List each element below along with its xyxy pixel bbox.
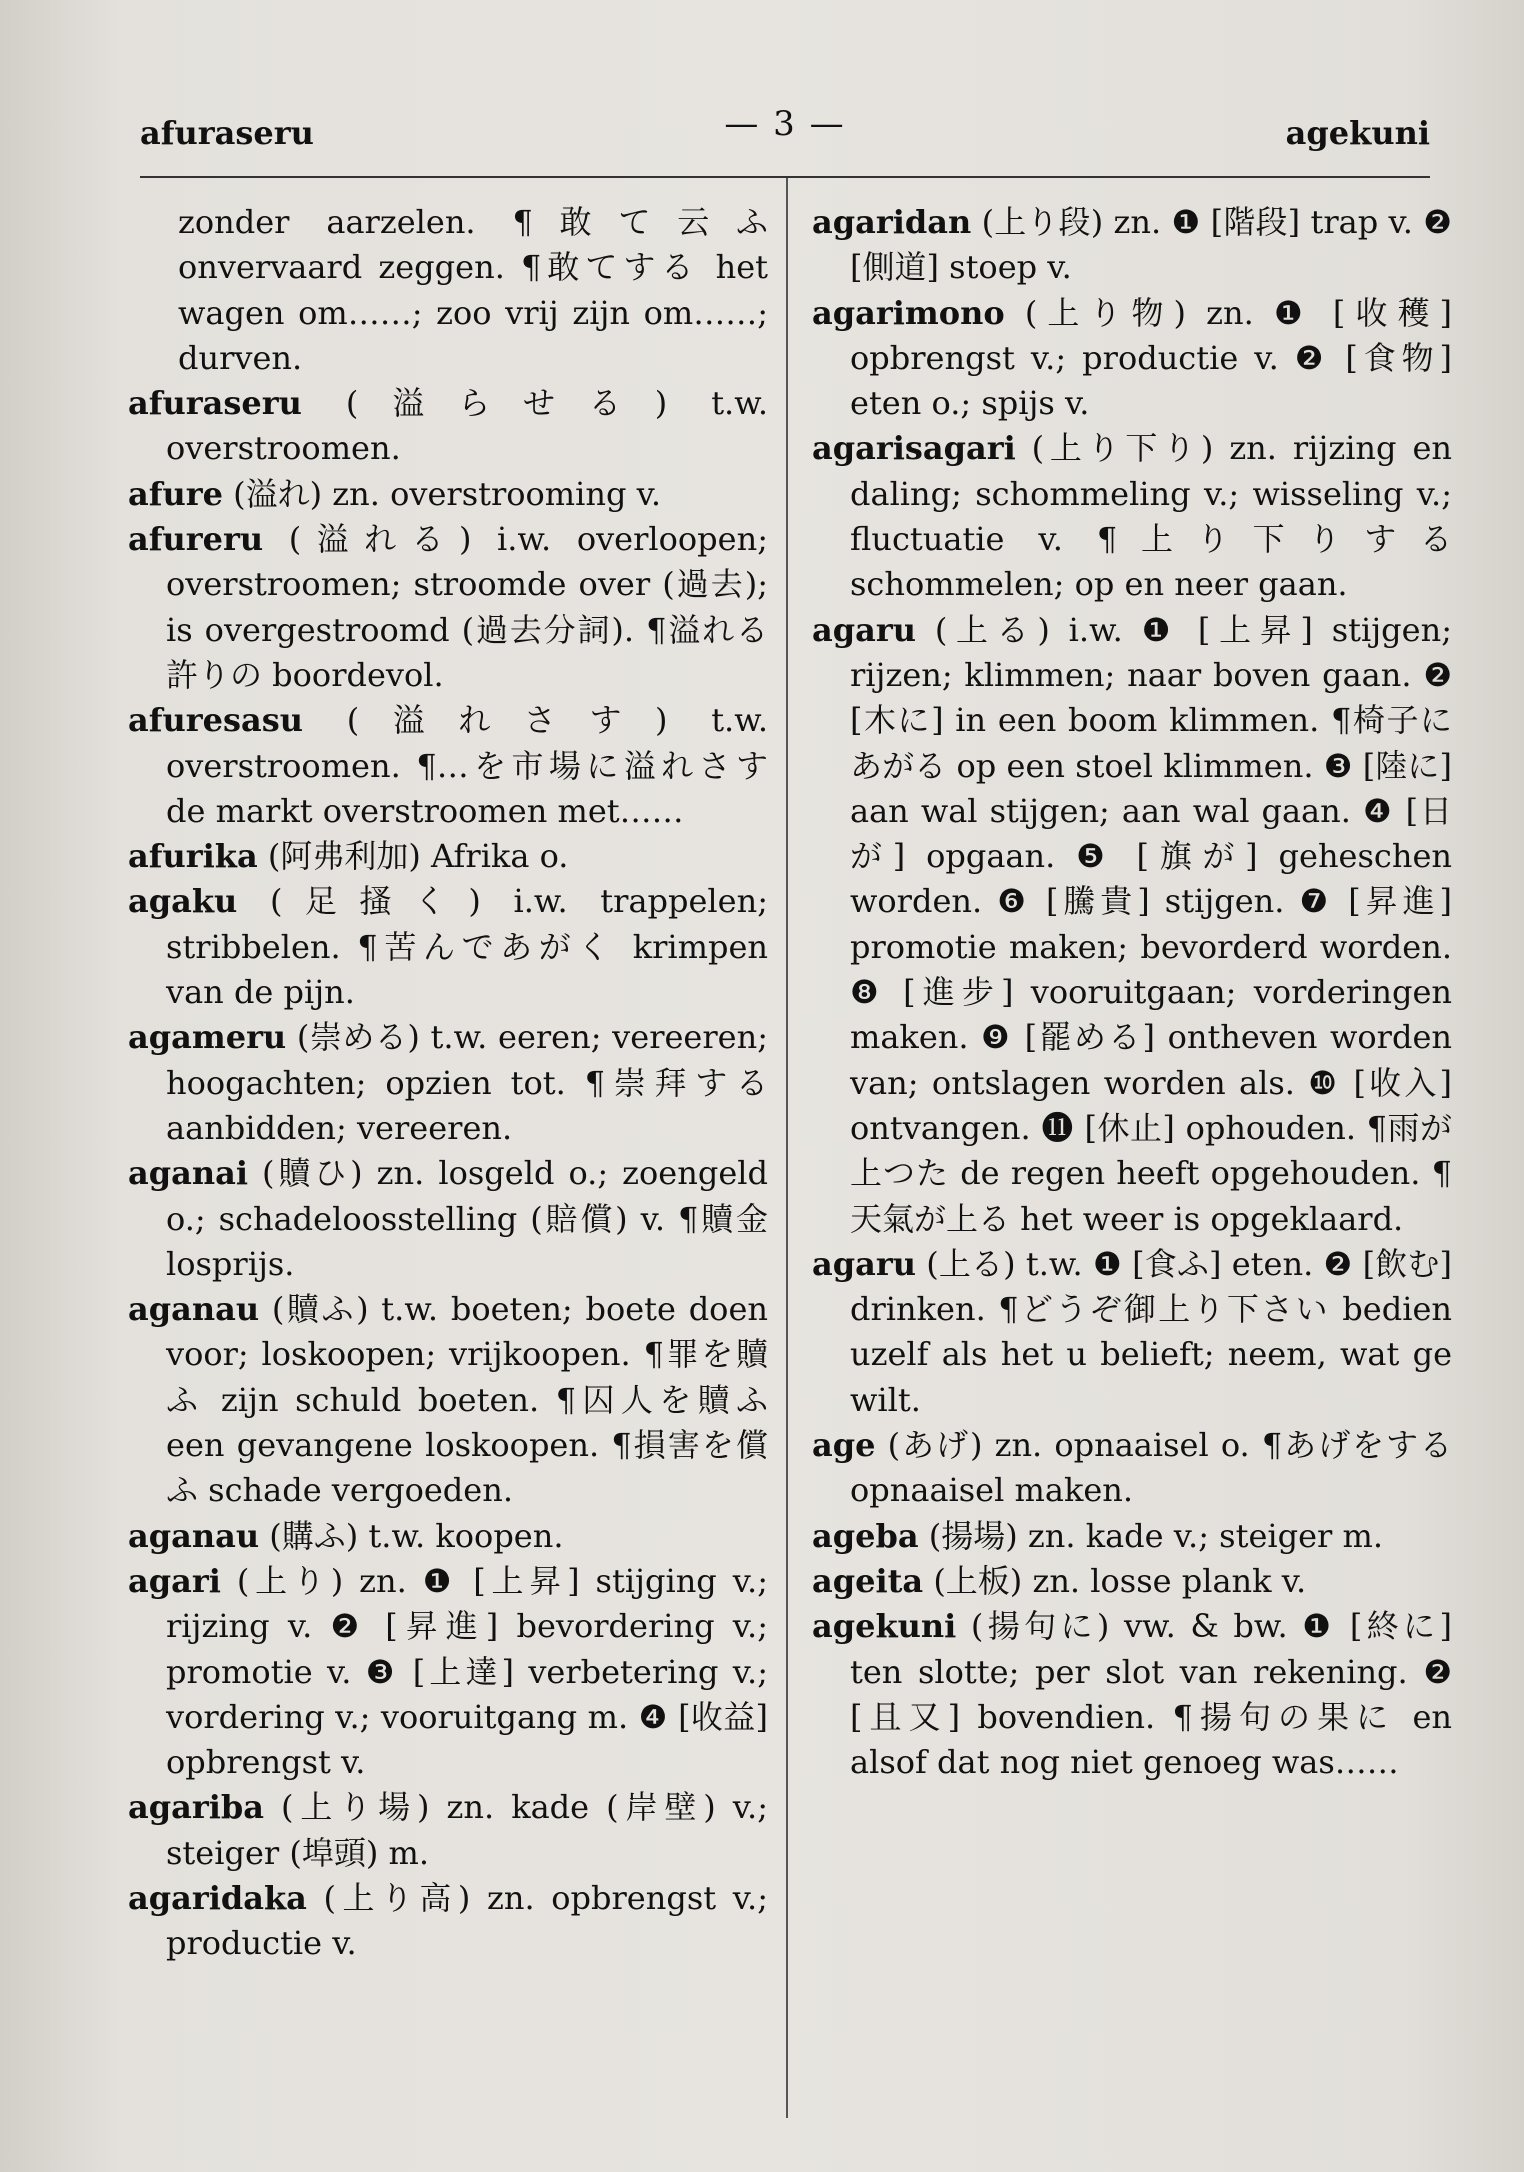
dictionary-entry: [128, 879, 768, 1015]
entry-definition: (溢れ) zn. overstrooming v.: [233, 474, 662, 513]
dictionary-entry: [128, 1015, 768, 1151]
entry-definition: zonder aarzelen. ¶敢て云ふ onvervaard zeggen. ¶敢てする het wagen om……; zoo vrij zijn om……; durven.: [178, 203, 768, 377]
entry-definition: (崇める) t.w. eeren; vereeren; hoogachten; opzien tot. ¶崇拜する aanbidden; vereeren.: [166, 1018, 768, 1147]
dictionary-entry: [812, 291, 1452, 427]
right-running-headword: agekuni: [1285, 114, 1430, 152]
dictionary-entry: [128, 472, 768, 517]
column-divider: [786, 178, 788, 2118]
entry-definition: (揚句に) vw. & bw. ❶ [終に] ten slotte; per slot van rekening. ❷ [且又] bovendien. ¶揚句の果に en alsof dat nog niet genoeg was……: [850, 1607, 1452, 1782]
entry-headword: agari: [128, 1561, 221, 1600]
entry-definition: (揚場) zn. kade v.; steiger m.: [928, 1516, 1384, 1555]
entry-definition: (溢れさす) t.w. overstroomen. ¶…を市場に溢れさす de markt overstroomen met……: [166, 701, 768, 830]
entry-headword: agekuni: [812, 1607, 957, 1646]
entry-definition: (溢れる) i.w. overloopen; overstroomen; stroomde over (過去); is overgestroomd (過去分詞). ¶溢れる許りの boordevol.: [166, 520, 768, 694]
entry-headword: agaku: [128, 882, 238, 921]
dictionary-entry: [128, 517, 768, 698]
entry-headword: age: [812, 1426, 876, 1465]
dictionary-entry: [128, 834, 768, 879]
dictionary-entry: [812, 1423, 1452, 1514]
dictionary-entry: [128, 1514, 768, 1559]
entry-definition: (上る) t.w. ❶ [食ふ] eten. ❷ [飲む] drinken. ¶どうぞ御上り下さい bedien uzelf als het u belieft; neem, wat ge wilt.: [850, 1244, 1452, 1419]
entry-headword: agariba: [128, 1788, 264, 1827]
entry-definition: (贖ふ) t.w. boeten; boete doen voor; loskoopen; vrijkoopen. ¶罪を贖ふ zijn schuld boeten. ¶囚人を贖ふ een gevangene loskoopen. ¶損害を償ふ schade vergoeden.: [166, 1290, 768, 1510]
entry-definition: (上る) i.w. ❶ [上昇] stijgen; rijzen; klimmen; naar boven gaan. ❷ [木に] in een boom klimmen. ¶椅子にあがる op een stoel klimmen. ❸ [陸に] aan wal stijgen; aan wal gaan. ❹ [日が] opgaan. ❺ [旗が] geheschen worden. ❻ [騰貴] stijgen. ❼ [昇進] promotie maken; bevorderd worden. ❽ [進步] vooruitgaan; vorderingen maken. ❾ [罷める] ontheven worden van; ontslagen worden als. ❿ [收入] ontvangen. ⓫ [休止] ophouden. ¶雨が上つた de regen heeft opgehouden. ¶天氣が上る het weer is opgeklaard.: [850, 610, 1452, 1238]
entry-definition: (阿弗利加) Afrika o.: [267, 837, 569, 876]
entry-headword: afureru: [128, 520, 264, 559]
entry-headword: afure: [128, 474, 223, 513]
left-column: [128, 200, 768, 1967]
entry-definition: (上り場) zn. kade (岸壁) v.; steiger (埠頭) m.: [166, 1788, 768, 1872]
right-column: [812, 200, 1452, 1785]
entry-headword: afurika: [128, 837, 258, 876]
entry-headword: ageba: [812, 1516, 919, 1555]
dictionary-entry: [128, 200, 768, 381]
entry-definition: (上り物) zn. ❶ [收穫] opbrengst v.; productie v. ❷ [食物] eten o.; spijs v.: [850, 293, 1452, 423]
entry-definition: (購ふ) t.w. koopen.: [269, 1516, 564, 1555]
entry-headword: agaru: [812, 610, 916, 649]
entry-definition: (贖ひ) zn. losgeld o.; zoengeld o.; schadeloosstelling (賠償) v. ¶贖金 losprijs.: [166, 1154, 768, 1283]
entry-headword: agameru: [128, 1018, 287, 1057]
entry-headword: agaridaka: [128, 1878, 307, 1917]
entry-headword: aganai: [128, 1154, 248, 1193]
entry-definition: (足搔く) i.w. trappelen; stribbelen. ¶苦んであがく krimpen van de pijn.: [166, 882, 768, 1012]
dictionary-entry: [812, 1559, 1452, 1604]
dictionary-entry: [128, 1151, 768, 1287]
page-number: — 3 —: [724, 104, 846, 144]
entry-headword: agarisagari: [812, 429, 1016, 468]
entry-headword: afuraseru: [128, 384, 302, 423]
dictionary-entry: [128, 1785, 768, 1876]
entry-definition: (上り) zn. ❶ [上昇] stijging v.; rijzing v. ❷ [昇進] bevordering v.; promotie v. ❸ [上達] verbetering v.; vordering v.; vooruitgang m. ❹ [收益] opbrengst v.: [166, 1561, 768, 1782]
dictionary-entry: [128, 698, 768, 834]
entry-headword: ageita: [812, 1561, 924, 1600]
dictionary-entry: [128, 1876, 768, 1967]
entry-headword: agarimono: [812, 293, 1005, 332]
entry-definition: (上り段) zn. ❶ [階段] trap v. ❷ [側道] stoep v.: [850, 203, 1452, 287]
dictionary-entry: [812, 1242, 1452, 1423]
entry-headword: aganau: [128, 1290, 260, 1329]
dictionary-entry: [812, 200, 1452, 291]
entry-definition: (上板) zn. losse plank v.: [933, 1561, 1307, 1600]
entry-headword: aganau: [128, 1516, 260, 1555]
dictionary-entry: [812, 608, 1452, 1242]
entry-definition: (溢らせる) t.w. overstroomen.: [166, 384, 768, 468]
entry-headword: agaru: [812, 1244, 916, 1283]
dictionary-entry: [812, 1514, 1452, 1559]
entry-headword: agaridan: [812, 203, 972, 241]
dictionary-entry: [128, 1559, 768, 1785]
entry-headword: afuresasu: [128, 701, 304, 740]
entry-definition: (上り高) zn. opbrengst v.; productie v.: [166, 1878, 768, 1963]
entry-definition: (あげ) zn. opnaaisel o. ¶あげをする opnaaisel maken.: [850, 1426, 1452, 1510]
dictionary-entry: [812, 1604, 1452, 1785]
running-head: [140, 104, 1430, 154]
dictionary-entry: [812, 426, 1452, 607]
dictionary-entry: [128, 1287, 768, 1513]
dictionary-entry: [128, 381, 768, 472]
header-rule: [140, 176, 1430, 178]
left-running-headword: afuraseru: [140, 114, 314, 152]
entry-definition: (上り下り) zn. rijzing en daling; schommeling v.; wisseling v.; fluctuatie v. ¶上り下りする schommelen; op en neer gaan.: [850, 429, 1452, 604]
